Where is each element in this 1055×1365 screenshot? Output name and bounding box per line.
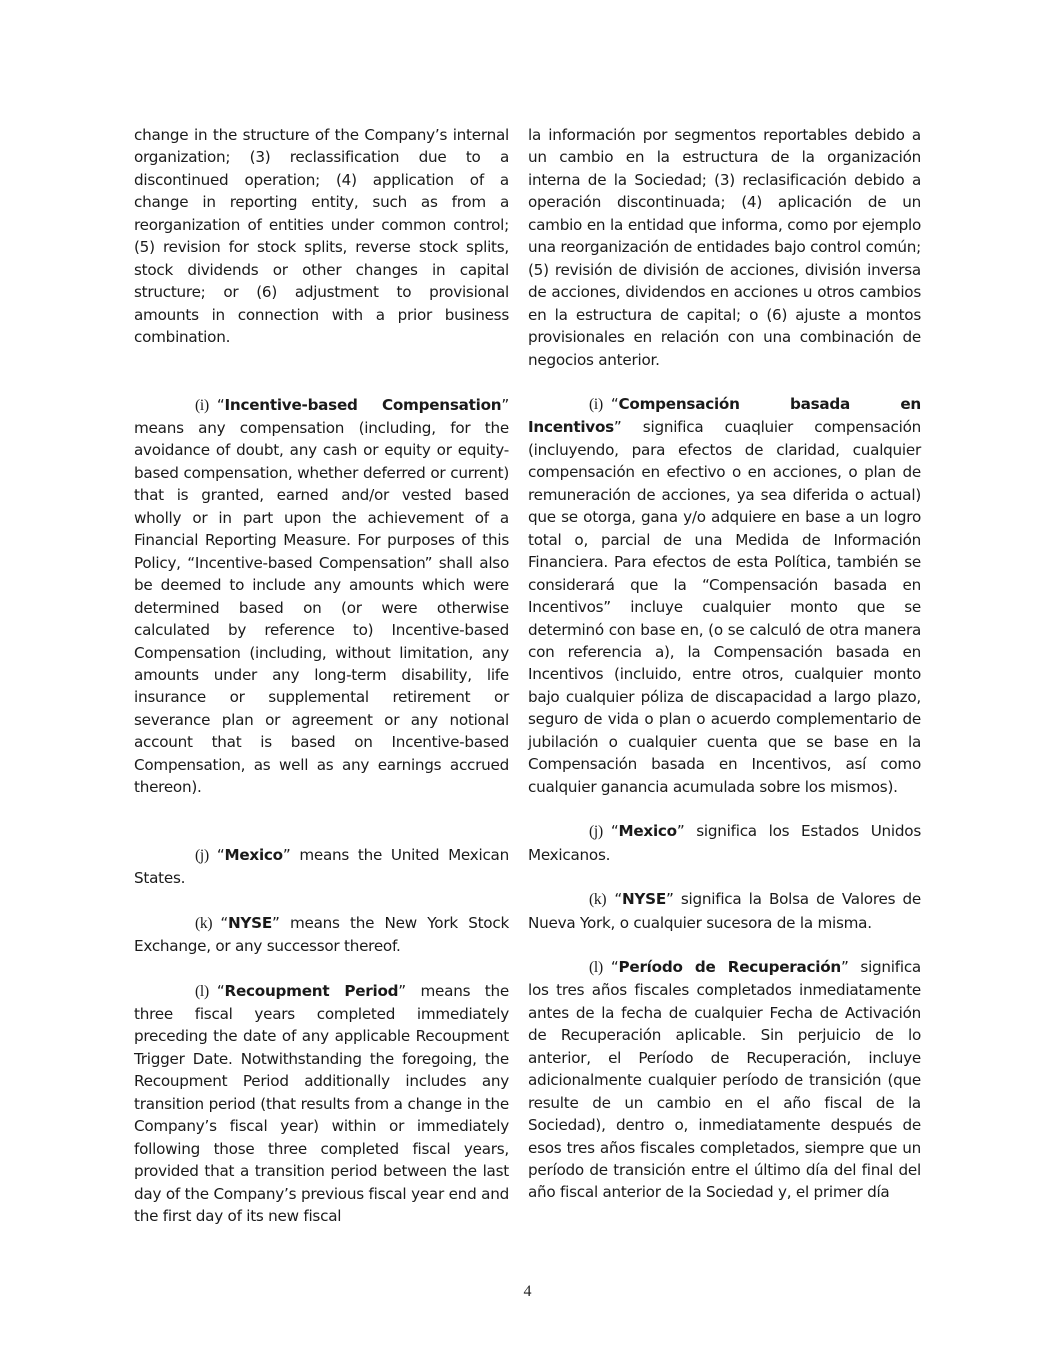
defined-term: Incentive-based Compensation xyxy=(224,395,502,414)
definition-marker: (j) xyxy=(195,846,209,864)
definition-text: significa los tres años fiscales completados inmediatamente antes de la fecha de cualquier Fecha de Activación de Recuperación aplicable. Sin perjuicio de lo anterior, el Período de Recuperación, incluye adicionalmente cualquier período de transición (que resulte de un cambio en el año fiscal de la Sociedad), dentro o, inmediatamente después de esos tres años fiscales completados, siempre que un período de transición entre el último día del final del año fiscal anterior de la Sociedad y, el primer día xyxy=(528,957,921,1202)
english-column xyxy=(134,124,509,1227)
definition-marker: (k) xyxy=(195,914,213,932)
defined-term: NYSE xyxy=(621,890,666,909)
defined-term: Mexico xyxy=(618,822,677,841)
definition-recoupment-period-en: (l) “Recoupment Period” means the three fiscal years completed immediately preceding the date of any applicable Recoupment Trigger Date. Notwithstanding the foregoing, the Recoupment Period additionally includes any transition period (that results from a change in the Company’s fiscal year) within or immediately following those three completed fiscal years, provided that a transition period between the last day of the Company’s previous fiscal year end and the first day of its new fiscal xyxy=(134,981,509,1226)
continuation-paragraph-es: la información por segmentos reportables debido a un cambio en la estructura de la organización interna de la Sociedad; (3) reclasificación debido a operación discontinuada; (4) aplicación de un cambio en la entidad que informa, como por ejemplo una reorganización de entidades bajo control común; (5) revisión de división de acciones, división inversa de acciones, dividendos en acciones u otros cambios en la estructura de capital; o (6) ajuste a montos provisionales en relación con una combinación de negocios anterior. xyxy=(528,126,921,369)
defined-term: Período de Recuperación xyxy=(618,957,841,976)
definition-text: means the New York Stock Exchange, or any successor thereof. xyxy=(134,913,509,956)
definition-mexico-es: (j) “Mexico” significa los Estados Unidos Mexicanos. xyxy=(528,822,921,864)
definition-incentive-compensation-es: (i) “Compensación basada en Incentivos” significa cuaqluier compensación (incluyendo, para efectos de claridad, cualquier compensación en efectivo o en acciones, o plan de remuneración de acciones, ya sea diferida o actual) que se otorga, gana y/o adquiere en base a un logro total o, parcial de una Medida de Información Financiera. Para efectos de esta Política, también se considerará que la “Compensación basada en Incentivos” incluye cualquier monto que se determinó con base en, (o se calculó de otra manera con referencia a), la Compensación basada en Incentivos (incluido, entre otros, cualquier monto bajo cualquier póliza de discapacidad a largo plazo, seguro de vida o plan o acuerdo complementario de jubilación o cualquier cuenta que se base en la Compensación basada en Incentivos, así como cualquier ganancia acumulada sobre los mismos). xyxy=(528,394,921,796)
definition-text: means the United Mexican States. xyxy=(134,845,509,888)
definition-marker: (i) xyxy=(589,395,603,413)
definition-text: means any compensation (including, for the avoidance of doubt, any cash or equity or equity-based compensation, whether deferred or current) that is granted, earned and/or vested based wholly or in part upon the achievement of a Financial Reporting Measure. For purposes of this Policy, “Incentive-based Compensation” shall also be deemed to include any amounts which were determined based on (or were otherwise calculated by reference to) Incentive-based Compensation (including, without limitation, any amounts under any long-term disability, life insurance or supplemental retirement or severance plan or agreement or any notional account that is based on Incentive-based Compensation, as well as any earnings accrued thereon). xyxy=(134,418,509,797)
definition-marker: (k) xyxy=(589,891,607,909)
defined-term: Compensación basada en Incentivos xyxy=(528,394,921,437)
definition-nyse-es: (k) “NYSE” significa la Bolsa de Valores de Nueva York, o cualquier sucesora de la misma. xyxy=(528,890,921,932)
definition-nyse-en: (k) “NYSE” means the New York Stock Exchange, or any successor thereof. xyxy=(134,913,509,956)
definition-marker: (i) xyxy=(195,396,209,414)
continuation-paragraph-en: change in the structure of the Company’s internal organization; (3) reclassification due to a discontinued operation; (4) application of a change in reporting entity, such as from a reorganization of entities under common control; (5) revision for stock splits, reverse stock splits, stock dividends or other changes in capital structure; or (6) adjustment to provisional amounts in connection with a prior business combination. xyxy=(134,126,509,347)
definition-text: significa la Bolsa de Valores de Nueva York, o cualquier sucesora de la misma. xyxy=(528,890,921,932)
definition-text: significa los Estados Unidos Mexicanos. xyxy=(528,822,921,864)
definition-text: significa cuaqluier compensación (incluyendo, para efectos de claridad, cualquier compensación en efectivo o en acciones, o plan de remuneración de acciones, ya sea diferida o actual) que se otorga, gana y/o adquiere en base a un logro total o, parcial de una Medida de Información Financiera. Para efectos de esta Política, también se considerará que la “Compensación basada en Incentivos” incluye cualquier monto que se determinó con base en, (o se calculó de otra manera con referencia a), la Compensación basada en Incentivos (incluido, entre otros, cualquier monto bajo cualquier póliza de discapacidad a largo plazo, seguro de vida o plan o acuerdo complementario de jubilación o cualquier cuenta que se base en la Compensación basada en Incentivos, así como cualquier ganancia acumulada sobre los mismos). xyxy=(528,418,921,796)
definition-marker: (j) xyxy=(589,823,603,841)
defined-term: Recoupment Period xyxy=(224,981,399,1000)
definition-incentive-compensation-en: (i) “Incentive-based Compensation” means any compensation (including, for the avoidance of doubt, any cash or equity or equity-based compensation, whether deferred or current) that is granted, earned and/or vested based wholly or in part upon the achievement of a Financial Reporting Measure. For purposes of this Policy, “Incentive-based Compensation” shall also be deemed to include any amounts which were determined based on (or were otherwise calculated by reference to) Incentive-based Compensation (including, without limitation, any amounts under any long-term disability, life insurance or supplemental retirement or severance plan or agreement or any notional account that is based on Incentive-based Compensation, as well as any earnings accrued thereon). xyxy=(134,395,509,797)
definition-mexico-en: (j) “Mexico” means the United Mexican States. xyxy=(134,845,509,888)
defined-term: Mexico xyxy=(224,845,283,864)
definition-marker: (l) xyxy=(589,958,603,976)
definition-recoupment-period-es: (l) “Período de Recuperación” significa los tres años fiscales completados inmediatamente antes de la fecha de cualquier Fecha de Activación de Recuperación aplicable. Sin perjuicio de lo anterior, el Período de Recuperación, incluye adicionalmente cualquier período de transición (que resulte de un cambio en el año fiscal de la Sociedad), dentro o, inmediatamente después de esos tres años fiscales completados, siempre que un período de transición entre el último día del final del año fiscal anterior de la Sociedad y, el primer día xyxy=(528,957,921,1202)
defined-term: NYSE xyxy=(227,913,272,932)
page-number: 4 xyxy=(523,1283,532,1300)
spanish-column xyxy=(528,124,921,1204)
definition-text: means the three fiscal years completed immediately preceding the date of any applicable Recoupment Trigger Date. Notwithstanding the foregoing, the Recoupment Period additionally includes any transition period (that results from a change in the Company’s fiscal year) within or immediately following those three completed fiscal years, provided that a transition period between the last day of the Company’s previous fiscal year end and the first day of its new fiscal xyxy=(134,981,509,1226)
definition-marker: (l) xyxy=(195,982,209,1000)
